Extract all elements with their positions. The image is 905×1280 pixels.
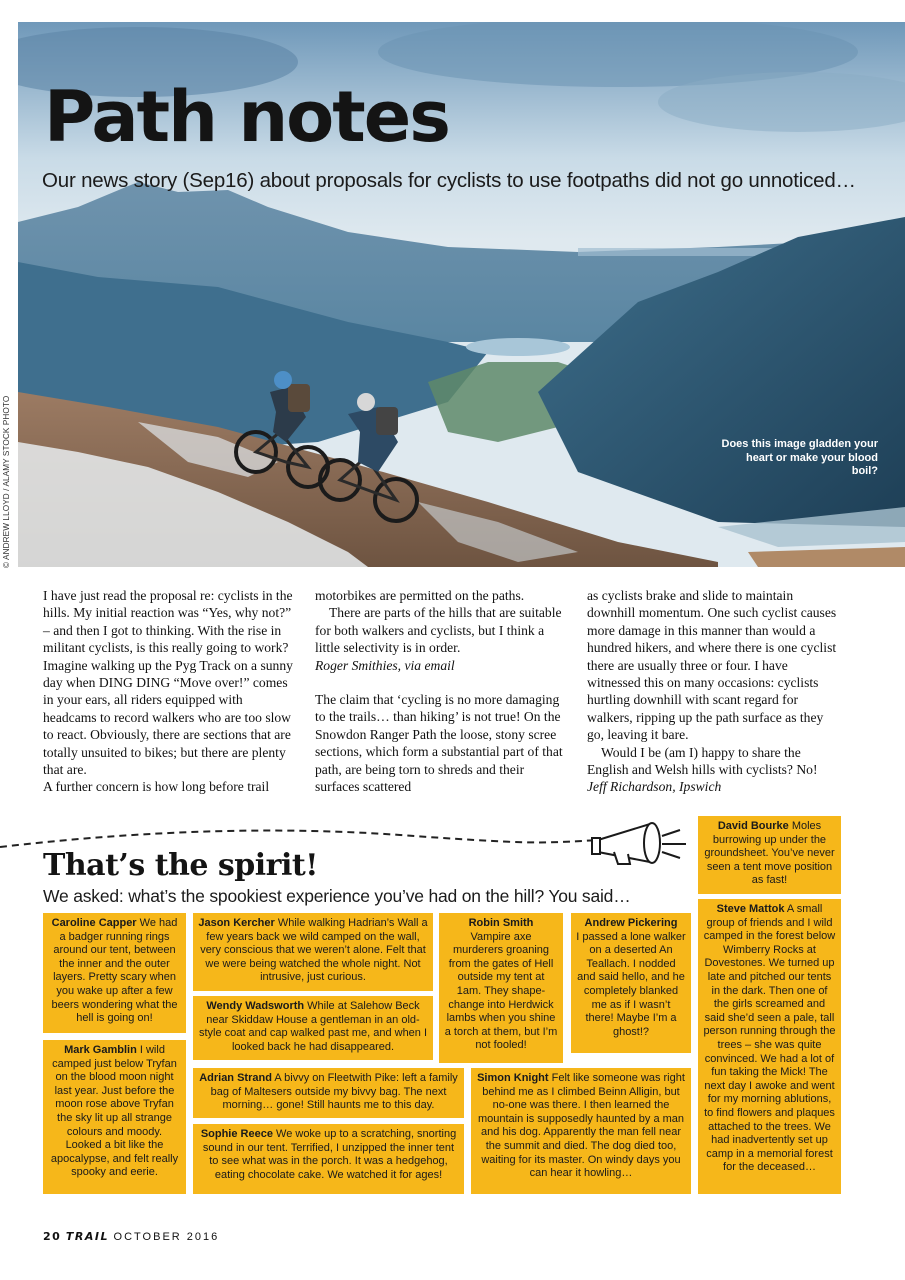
response-card bbox=[698, 899, 841, 1194]
response-text: We had a badger running rings around our tent, between the inner and the outer layers. Pretty scary when you wake up after a few beers wondering what the hell is going on! bbox=[51, 917, 178, 1025]
letters-section bbox=[43, 587, 853, 802]
page-title: Path notes bbox=[44, 76, 449, 158]
letter-column-1 bbox=[43, 587, 293, 796]
photo-credit: © ANDREW LLOYD / ALAMY STOCK PHOTO bbox=[2, 395, 11, 568]
response-card bbox=[43, 913, 186, 1033]
response-card bbox=[193, 1068, 464, 1118]
response-card bbox=[193, 913, 433, 991]
response-text: While at Salehow Beck near Skiddaw House a gentleman in an old-style coat and cap walked past me, and when I looked back he had disappeared. bbox=[198, 1000, 428, 1053]
letter-column-3 bbox=[587, 587, 837, 796]
response-name: Jason Kercher bbox=[198, 917, 275, 929]
letter-paragraph: Would I be (am I) happy to share the English and Welsh hills with cyclists? No! bbox=[587, 744, 818, 778]
letter-paragraph: motorbikes are permitted on the paths. bbox=[315, 588, 525, 603]
page-number: 20 bbox=[43, 1230, 62, 1243]
response-text: A small group of friends and I wild camped in the forest below Wimberry Rocks at Dovestones. We turned up late and pitched our tents in the dark. Then one of the girls screamed and said she’d seen a pale, tall person running through the trees – she was quite convinced. We had a lot of fun taking the Mick! The next day I awoke and went for my morning ablutions, to find flowers and plaques attached to the trees. We had inadvertently set up camp in a memorial forest for the deceased… bbox=[703, 903, 836, 1174]
response-name: Adrian Strand bbox=[199, 1072, 272, 1084]
response-text: Felt like someone was right behind me as I climbed Beinn Alligin, but no-one was there. I then learned the mountain is supposedly haunted by a man and his dog. Apparently the man fell near the summit and died. The dog died too, waiting for its master. On windy days you can hear it howling… bbox=[477, 1072, 685, 1180]
response-text: While walking Hadrian’s Wall a few years back we wild camped on the wall, very conscious that we weren’t alone. Felt that we were being watched the whole night. Not intrusive, just curious. bbox=[200, 917, 428, 984]
page-subtitle: Our news story (Sep16) about proposals for cyclists to use footpaths did not go unnoticed… bbox=[42, 169, 856, 192]
photo-caption: Does this image gladden your heart or make your blood boil? bbox=[721, 438, 878, 477]
magazine-name: TRAIL bbox=[65, 1230, 109, 1243]
letter-signature: Roger Smithies, via email bbox=[315, 657, 455, 673]
response-name: Mark Gamblin bbox=[64, 1044, 137, 1056]
response-card bbox=[698, 816, 841, 894]
megaphone-icon bbox=[590, 818, 692, 870]
response-card bbox=[193, 1124, 464, 1194]
response-name: Wendy Wadsworth bbox=[206, 1000, 305, 1012]
letter-paragraph: The claim that ‘cycling is no more damaging to the trails… than hiking’ is not true! On the Snowdon Ranger Path the loose, stony scree sections, which form a substantial part of that path, are being torn to shreds and their surfaces scattered bbox=[315, 692, 563, 795]
issue-date: OCTOBER 2016 bbox=[113, 1231, 220, 1243]
response-card bbox=[43, 1040, 186, 1194]
response-text: Vampire axe murderers groaning from the gates of Hell outside my tent at 1am. They shape-change into Herdwick lambs when you shine a torch at them, but I’m not fooled! bbox=[444, 930, 558, 1052]
response-text: Moles burrowing up under the groundsheet. You’ve never seen a tent move position as fast! bbox=[704, 820, 835, 887]
response-text: We woke up to a scratching, snorting sound in our tent. Terrified, I unzipped the inner tent to see what was in the porch. It was a hedgehog, eating chocolate cake. We watched it for ages! bbox=[202, 1128, 457, 1181]
letter-signature: Jeff Richardson, Ipswich bbox=[587, 779, 722, 795]
response-name: Steve Mattok bbox=[716, 903, 785, 915]
response-name: David Bourke bbox=[717, 820, 789, 832]
hero-photo bbox=[18, 22, 905, 567]
response-name: Sophie Reece bbox=[200, 1128, 273, 1140]
response-card bbox=[471, 1068, 691, 1194]
letter-paragraph: as cyclists brake and slide to maintain downhill momentum. One such cyclist causes more damage in this manner than would a hundred hikers, and where there is one cyclist there are usually three or four. I have witnessed this on many occasions: cyclists hurtling downhill with scant regard for walkers, ripping up the path surface as they go, leaving it bare. bbox=[587, 588, 837, 743]
letter-column-2 bbox=[315, 587, 565, 795]
response-name: Caroline Capper bbox=[51, 917, 137, 929]
response-card bbox=[193, 996, 433, 1060]
response-name: Robin Smith bbox=[468, 917, 534, 929]
response-card bbox=[439, 913, 563, 1063]
letter-paragraph: There are parts of the hills that are suitable for both walkers and cyclists, but I think a little selectivity is in order. bbox=[315, 605, 562, 656]
response-text: I passed a lone walker on a deserted An Teallach. I nodded and said hello, and he completely blanked me as if I wasn’t there! Maybe I’m a ghost!? bbox=[576, 930, 686, 1038]
section-title: That’s the spirit! bbox=[43, 848, 318, 883]
response-name: Simon Knight bbox=[477, 1072, 549, 1084]
letter-paragraph: I have just read the proposal re: cyclists in the hills. My initial reaction was “Yes, why not?” – and then I got to thinking. With the rise in militant cyclists, is this really going to work? Imagine walking up the Pyg Track on a sunny day when DING DING “Move over!” comes in your ears, all riders equipped with headcams to record walkers who are too slow to react. Obviously, there are sections that are totally unsuited to bikes; but there are plenty that are. bbox=[43, 588, 293, 778]
response-text: I wild camped just below Tryfan on the blood moon night last year. Just before the moon rose above Tryfan the sky lit up all strange colours and moody. Looked a bit like the apocalypse, and felt really spooky and eerie. bbox=[50, 1044, 179, 1179]
response-text: A bivvy on Fleetwith Pike: left a family bag of Maltesers outside my bivvy bag. The next morning… gone! Still haunts me to this day. bbox=[210, 1072, 458, 1112]
response-name: Andrew Pickering bbox=[584, 917, 678, 929]
page-footer bbox=[43, 1230, 219, 1243]
section-subtitle: We asked: what’s the spookiest experience you’ve had on the hill? You said… bbox=[43, 886, 631, 906]
letter-paragraph: A further concern is how long before trail bbox=[43, 779, 270, 795]
response-card bbox=[571, 913, 691, 1053]
